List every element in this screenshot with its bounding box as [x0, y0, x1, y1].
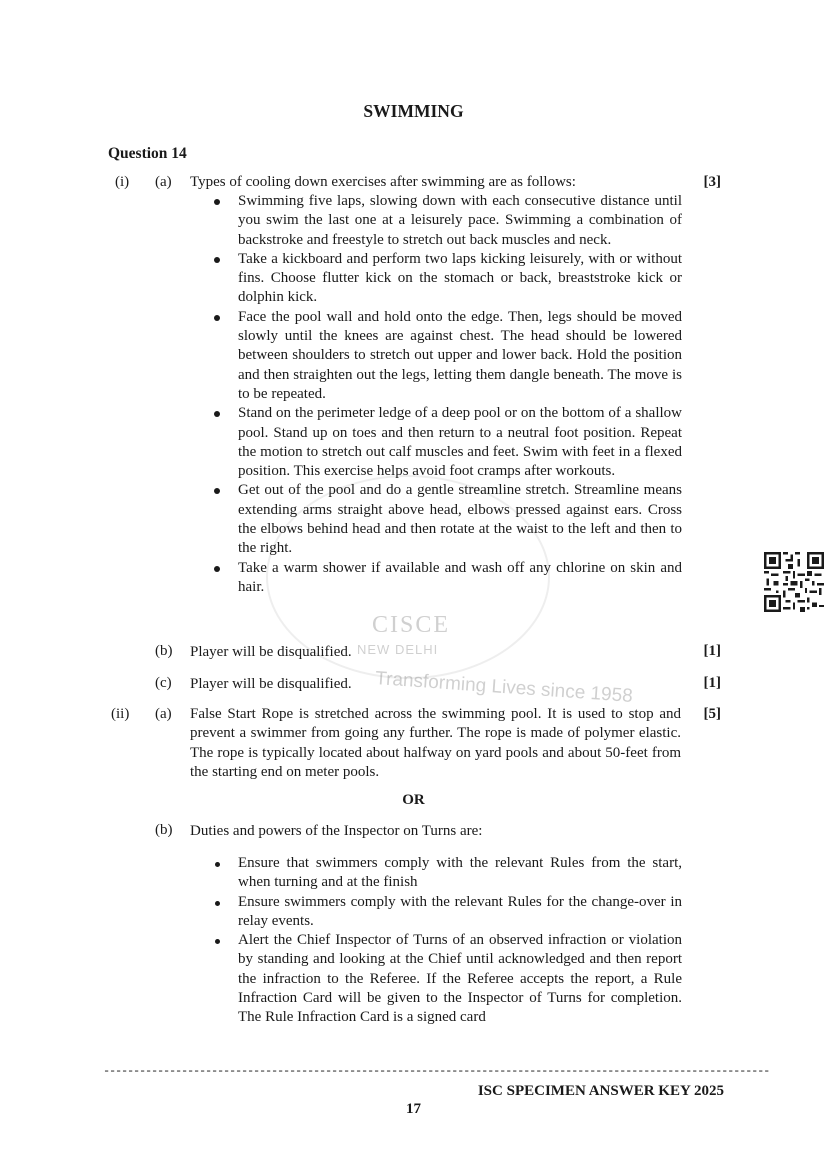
- part-ii-a-label: (a): [155, 706, 172, 722]
- watermark-city: NEW DELHI: [357, 642, 439, 657]
- part-ii-b-intro: Duties and powers of the Inspector on Turns are:: [190, 823, 483, 839]
- list-item: Take a warm shower if available and wash off any chlorine on skin and hair.: [214, 559, 682, 598]
- bullet-icon: [214, 488, 220, 494]
- part-i-b-text: Player will be disqualified.: [190, 644, 352, 660]
- part-i-c-text: Player will be disqualified.: [190, 676, 352, 692]
- bullet-icon: [215, 862, 220, 867]
- list-item: Face the pool wall and hold onto the edge. Then, legs should be moved slowly until the knees are against chest. The head should be lowered between shoulders to stretch out upper and lower back. Hold the position and then straighten out the legs, letting them dangle beneath. The move is to be repeated.: [214, 308, 682, 404]
- list-item: Swimming five laps, slowing down with each consecutive distance until you swim the last one at a leisurely pace. Swimming a combination of backstroke and freestyle to stretch out back muscles and neck.: [214, 192, 682, 250]
- part-ii-label: (ii): [111, 706, 130, 722]
- list-item: Ensure that swimmers comply with the relevant Rules from the start, when turning and at the finish: [214, 854, 682, 893]
- qr-code-icon: [764, 552, 824, 612]
- bullet-icon: [215, 901, 220, 906]
- list-item: Take a kickboard and perform two laps kicking leisurely, with or without fins. Choose flutter kick on the stomach or back, breaststroke kick or dolphin kick.: [214, 250, 682, 308]
- part-ii-b-label: (b): [155, 822, 173, 838]
- or-separator: OR: [402, 792, 425, 808]
- inspector-duties-list: [214, 854, 682, 1028]
- part-i-a-intro: Types of cooling down exercises after swimming are as follows:: [190, 174, 576, 190]
- footer-divider: ---------------------------------------------------------------------------------------------------------------: [103, 1064, 770, 1078]
- bullet-icon: [214, 257, 220, 263]
- part-i-label: (i): [115, 174, 130, 190]
- watermark-seal-text: CISCE: [372, 612, 451, 638]
- footer-answer-key: ISC SPECIMEN ANSWER KEY 2025: [477, 1083, 724, 1099]
- list-item: Ensure swimmers comply with the relevant Rules for the change-over in relay events.: [214, 893, 682, 932]
- bullet-icon: [214, 566, 220, 572]
- part-i-b-marks: [1]: [703, 643, 721, 659]
- part-ii-a-text: False Start Rope is stretched across the swimming pool. It is used to stop and prevent a swimmer from going any further. The rope is made of polymer elastic. The rope is typically located about halfway on yard pools and about 50-feet from the starting end on meter pools.: [190, 706, 681, 780]
- page-title: SWIMMING: [363, 101, 464, 121]
- bullet-icon: [215, 939, 220, 944]
- list-item: Alert the Chief Inspector of Turns of an observed infraction or violation by standing and looking at the Chief until acknowledged and then report the infraction to the Referee. If the Referee accepts the report, a Rule Infraction Card will be given to the Inspector of Turns for completion. The Rule Infraction Card is a signed card: [214, 931, 682, 1027]
- bullet-icon: [214, 315, 220, 321]
- bullet-icon: [214, 199, 220, 205]
- part-i-c-marks: [1]: [703, 675, 721, 691]
- list-item: Get out of the pool and do a gentle streamline stretch. Streamline means extending arms straight above head, elbows pressed against ears. Cross the elbows behind head and then rotate at the waist to the left and then to the right.: [214, 481, 682, 558]
- part-i-a-label: (a): [155, 174, 172, 190]
- question-heading: Question 14: [108, 145, 187, 162]
- bullet-icon: [214, 411, 220, 417]
- part-i-c-label: (c): [155, 675, 172, 691]
- part-i-a-marks: [3]: [703, 174, 721, 190]
- part-i-b-label: (b): [155, 643, 173, 659]
- page-number: 17: [406, 1101, 421, 1117]
- list-item: Stand on the perimeter ledge of a deep pool or on the bottom of a shallow pool. Stand up on toes and then return to a neutral foot position. Repeat the motion to stretch out calf muscles and feet. Swim with feet in a flexed position. This exercise helps avoid foot cramps after workouts.: [214, 404, 682, 481]
- part-ii-a-marks: [5]: [703, 706, 721, 722]
- watermark-tagline: Transforming Lives since 1958: [374, 668, 634, 707]
- cooling-down-list: [214, 192, 682, 597]
